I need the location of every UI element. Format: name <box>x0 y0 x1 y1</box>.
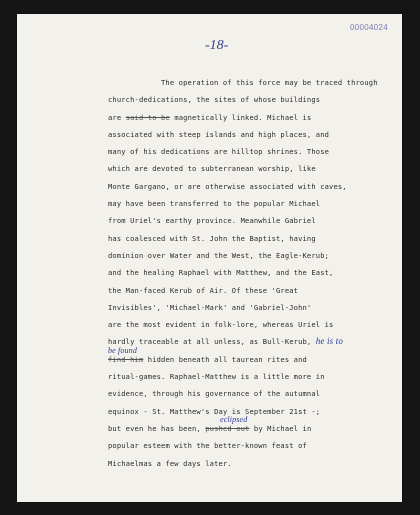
text-line: has coalesced with St. John the Baptist, having <box>108 233 316 243</box>
text-segment: hidden beneath all taurean rites and <box>143 354 307 364</box>
text-line: Monte Gargano, or are otherwise associated with caves, <box>108 181 347 191</box>
text-line: associated with steep islands and high places, and <box>108 129 330 139</box>
text-line: which are devoted to subterranean worship, like <box>108 164 316 174</box>
text-line: equinox - St. Matthew's Day is September 21st -; <box>108 406 321 416</box>
text-line: ritual-games. Raphael-Matthew is a little more in <box>108 372 325 382</box>
text-line: church-dedications, the sites of whose buildings <box>108 95 321 105</box>
typed-paragraph <box>108 74 403 472</box>
text-line: from Uriel's earthy province. Meanwhile Gabriel <box>108 216 316 226</box>
text-line <box>108 109 403 126</box>
text-segment: magnetically linked. Michael is <box>169 112 312 122</box>
handwritten-insert: he is to <box>315 336 343 347</box>
text-line: Invisibles', 'Michael-Mark' and 'Gabriel-John' <box>108 302 312 312</box>
struck-text: said to be <box>125 112 170 122</box>
text-line <box>108 345 403 368</box>
typescript-page <box>17 14 402 502</box>
text-line: are the most evident in folk-lore, whereas Uriel is <box>108 320 334 330</box>
text-line <box>108 414 403 437</box>
text-line: popular esteem with the better-known feast of <box>108 441 307 451</box>
text-segment: are <box>108 112 126 122</box>
page-number: -18- <box>205 38 229 53</box>
handwritten-insert: eclipsed <box>220 414 248 424</box>
text-segment: but even he has been, <box>108 423 206 433</box>
text-line: many of his dedications are hilltop shrines. Those <box>108 147 330 157</box>
text-segment: by Michael in <box>249 423 312 433</box>
text-line: dominion over Water and the West, the Eagle-Kerub; <box>108 250 330 260</box>
text-line: may have been transferred to the popular Michael <box>108 199 321 209</box>
text-line: The operation of this force may be traced through <box>161 78 378 87</box>
text-line: evidence, through his governance of the autumnal <box>108 389 321 399</box>
text-line: the Man-faced Kerub of Air. Of these 'Great <box>108 285 299 295</box>
archive-reference: 00004024 <box>350 23 388 32</box>
text-line: and the healing Raphael with Matthew, and the East, <box>108 268 334 278</box>
text-line <box>108 333 403 350</box>
text-segment: hardly traceable at all unless, as Bull-Kerub, <box>108 337 316 347</box>
handwritten-insert: be found <box>108 345 137 355</box>
struck-text: pushed out <box>205 423 250 433</box>
text-line: Michaelmas a few days later. <box>108 458 232 468</box>
struck-text: find him <box>108 354 144 364</box>
